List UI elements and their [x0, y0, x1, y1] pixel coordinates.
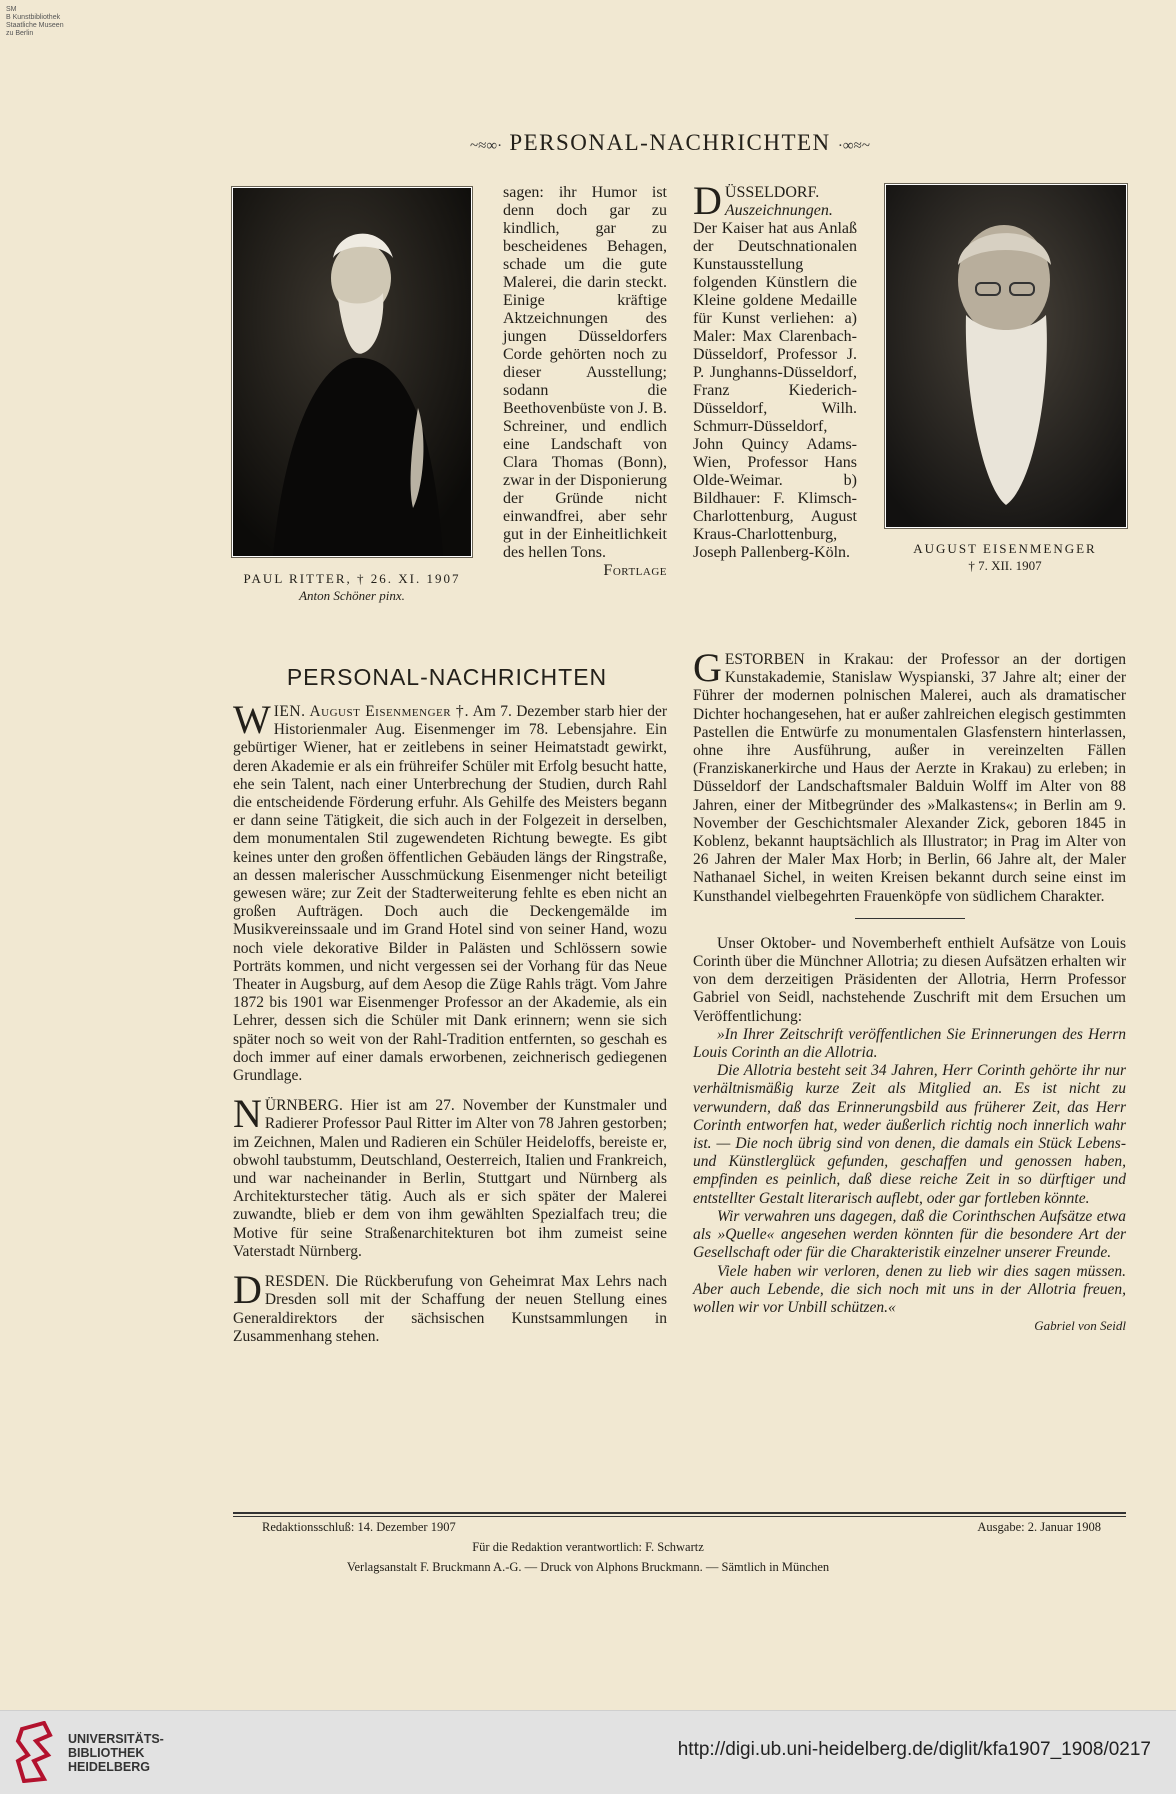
portrait-image [886, 185, 1126, 527]
letter-p1: »In Ihrer Zeitschrift veröffentlichen Sie Erinnerungen des Herrn Louis Corinth an die Allotria. [693, 1025, 1126, 1062]
footer-rule [233, 1512, 1126, 1514]
section-title: PERSONAL-NACHRICHTEN [286, 664, 608, 690]
letter-intro: Unser Oktober- und Novemberheft enthielt Aufsätze von Louis Corinth über die Münchner Allotria; zu diesen Aufsätzen erhalten wir von dem derzeitigen Präsidenten der Allotria, Herrn Professor Gabriel von Seidl, nachstehende Zuschrift mit dem Ersuchen um Veröffentlichung: [693, 934, 1126, 1025]
drop-cap: D [233, 1267, 262, 1313]
column-right-lower [693, 645, 1126, 1335]
caption-right-date: † 7. XII. 1907 [968, 558, 1042, 573]
footer-verlag: Verlagsanstalt F. Bruckmann A.-G. — Druck von Alphons Bruckmann. — Sämtlich in München [346, 1560, 830, 1574]
library-stamp: SM B Kunstbibliothek Staatliche Museen zu Berlin [6, 6, 64, 37]
ornament-left-icon: ~≈∞· [470, 138, 503, 154]
letter-p4: Viele haben wir verloren, denen zu lieb wir dies sagen müssen. Aber auch Lebende, die sich noch mit uns in der Allotria freuen, wollen wir vor Unbill schützen.« [693, 1262, 1126, 1316]
column-duesseldorf [693, 178, 857, 562]
drop-cap: D [693, 178, 722, 223]
portrait-paul-ritter [232, 187, 472, 557]
duesseldorf-paragraph: DÜSSELDORF. Auszeichnungen. Der Kaiser hat aus Anlaß der Deutschnationalen Kunstausstellung folgenden Künstlern die Kleine goldene Medaille für Kunst verliehen: a) Maler: Max Clarenbach-Düsseldorf, Professor J. P. Junghanns-Düsseldorf, Franz Kiederich-Düsseldorf, Wilh. Schmurr-Düsseldorf, John Quincy Adams-Wien, Professor Hans Olde-Weimar. b) Bildhauer: F. Klimsch-Charlottenburg, August Kraus-Charlottenburg, Joseph Pallenberg-Köln. [693, 178, 857, 561]
running-header [390, 130, 950, 156]
footer-verantwortlich: Für die Redaktion verantwortlich: F. Schwartz [472, 1540, 704, 1554]
drop-cap: N [233, 1091, 262, 1137]
ornament-right-icon: ·∞≈~ [837, 138, 870, 154]
university-logo-icon[interactable] [14, 1721, 56, 1783]
header-title: PERSONAL-NACHRICHTEN [509, 130, 831, 155]
footer-rule-thin [233, 1516, 1126, 1517]
footer-redaktion: Redaktionsschluß: 14. Dezember 1907 [262, 1520, 456, 1534]
caption-right-name: AUGUST EISENMENGER [913, 541, 1097, 556]
footer-ausgabe: Ausgabe: 2. Januar 1908 [977, 1520, 1101, 1534]
caption-left-name: PAUL RITTER, † 26. XI. 1907 [243, 571, 461, 586]
separator-rule [855, 918, 965, 919]
caption-right [875, 540, 1135, 574]
portrait-august-eisenmenger [885, 184, 1127, 528]
wien-paragraph: WIEN. August Eisenmenger †. Am 7. Dezember starb hier der Historienmaler Aug. Eisenmenger im 78. Lebensjahre. Ein gebürtiger Wiener, hat er zeitlebens in seiner Heimatstadt gewirkt, deren Akademie er als ein frühreifer Schüler mit Erfolg besucht hatte, ehe sein Talent, nach einer Unterbrechung der Studien, durch Rahl die entscheidende Förderung erfuhr. Als Gehilfe des Meisters begann er dann seine Tätigkeit, die sich auch in der Folgezeit in derselben, dem monumentalen Stil zugewendeten Richtung bewegte. Es gibt keines unter den großen öffentlichen Gebäuden längs der Ringstraße, an dessen malerischer Ausschmückung Eisenmenger nicht beteiligt gewesen wäre; zur Zeit der Stadterweiterung fehlte es eben nicht an großen Aufträgen. Doch auch die Deckengemälde im Musikvereinssaale und im Grand Hotel sind von seiner Hand, wozu noch viele dekorative Bilder in Palästen und Schlössern sowie Porträts kommen, und nicht vergessen sei der Vorhang für das Neue Theater in Augsburg, auf dem Aesop die Züge Rahls trägt. Vom Jahre 1872 bis 1901 war Eisenmenger Professor an der Akademie, als ein Lehrer, dessen sich die Schüler mit Dank erinnern; wenn sie sich später noch so weit von der Rahl-Tradition entfernten, so geschah es doch immer auf einer damals erworbenen, zeichnerisch gediegenen Grundlage. [233, 697, 667, 1085]
middle-text: sagen: ihr Humor ist denn doch gar zu kindlich, gar zu bescheidenes Behagen, schade um die gute Malerei, die darin steckt. Einige kräftige Aktzeichnungen des jungen Düsseldorfers Corde gehörten noch zu dieser Ausstellung; sodann die Beethovenbüste von J. B. Schreiner, und endlich eine Landschaft von Clara Thomas (Bonn), zwar in der Disponierung der Gründe nicht einwandfrei, aber sehr gut in der Einheitlichkeit des hellen Tons. [503, 184, 667, 561]
dresden-paragraph: DRESDEN. Die Rückberufung von Geheimrat Max Lehrs nach Dresden soll mit der Schaffung der neuen Stellung eines Generaldirektors der sächsischen Kunstsammlungen in Zusammenhang stehen. [233, 1267, 667, 1345]
author-fortlage: Fortlage [603, 562, 667, 579]
column-middle [503, 184, 667, 580]
drop-cap: G [693, 645, 722, 690]
column-left-lower [233, 697, 667, 1346]
caption-left-credit: Anton Schöner pinx. [299, 588, 405, 603]
university-logo-text[interactable]: UNIVERSITÄTS- BIBLIOTHEK HEIDELBERG [68, 1732, 164, 1774]
nuernberg-paragraph: NÜRNBERG. Hier ist am 27. November der Kunstmaler und Radierer Professor Paul Ritter im Alter von 78 Jahren gestorben; im Zeichnen, Malen und Radieren ein Schüler Heideloffs, bereiste er, obwohl taubstumm, Deutschland, Oesterreich, Italien und Frankreich, und war nacheinander in Berlin, Stuttgart und Nürnberg als Architekturstecher tätig. Auch als er sich später der Malerei zuwandte, blieb er dem von ihm gewählten Spezialfach treu; die Motive für seine Straßenarchitekturen bot ihm zumeist seine Vaterstadt Nürnberg. [233, 1091, 667, 1260]
drop-cap: W [233, 697, 271, 742]
portrait-image [233, 188, 471, 556]
letter-signature: Gabriel von Seidl [1034, 1318, 1126, 1334]
caption-left [222, 570, 482, 604]
letter-p2: Die Allotria besteht seit 34 Jahren, Herr Corinth gehörte ihr nur verhältnismäßig kurze Zeit als Mitglied an. Es ist nicht zu verwundern, daß das Erinnerungsbild aus früherer Zeit, das Herr Corinth entworfen hat, weder äußerlich richtig noch innerlich wahr ist. — Die noch übrig sind von denen, die damals ein Stück Lebens- und Künstlerglück gefunden, geschaffen und genossen haben, empfinden es peinlich, daß diese reiche Zeit in so dürftiger und entstellter Gestalt literarisch auflebt, oder gar fortleben könnte. [693, 1062, 1126, 1207]
viewer-footer-bar [0, 1710, 1176, 1794]
permalink-url[interactable]: http://digi.ub.uni-heidelberg.de/diglit/kfa1907_1908/0217 [677, 1739, 1151, 1760]
letter-p3: Wir verwahren uns dagegen, daß die Corinthschen Aufsätze etwa als »Quelle« angesehen werden könnten für die besondere Art der Gesellschaft oder für die Charakteristik einzelner unserer Freunde. [693, 1207, 1126, 1262]
gestorben-paragraph: GESTORBEN in Krakau: der Professor an der dortigen Kunstakademie, Stanislaw Wyspianski, 37 Jahre alt; einer der Führer der modernen polnischen Malerei, auch als dramatischer Dichter hochangesehen, hat er außer zahlreichen elegisch gestimmten Pastellen die Entwürfe zu monumentalen Glasfenstern hinterlassen, ohne ihre Ausführung, außer in vereinzelten Fällen (Franziskanerkirche und Haus der Aerzte in Krakau) zu erleben; in Düsseldorf der Landschaftsmaler Balduin Wolff im Alter von 88 Jahren, einer der Mitbegründer des »Malkastens«; in Berlin am 9. November der Geschichtsmaler Alexander Zick, geboren 1845 in Koblenz, bekannt hauptsächlich als Illustrator; in Prag im Alter von 26 Jahren der Maler Max Horb; in Berlin, 66 Jahre alt, der Maler Nathanael Sichel, in weiten Kreisen bekannt durch seine einst im Kunsthandel vielbegehrten Frauenköpfe von südlichem Charakter. [693, 645, 1126, 905]
